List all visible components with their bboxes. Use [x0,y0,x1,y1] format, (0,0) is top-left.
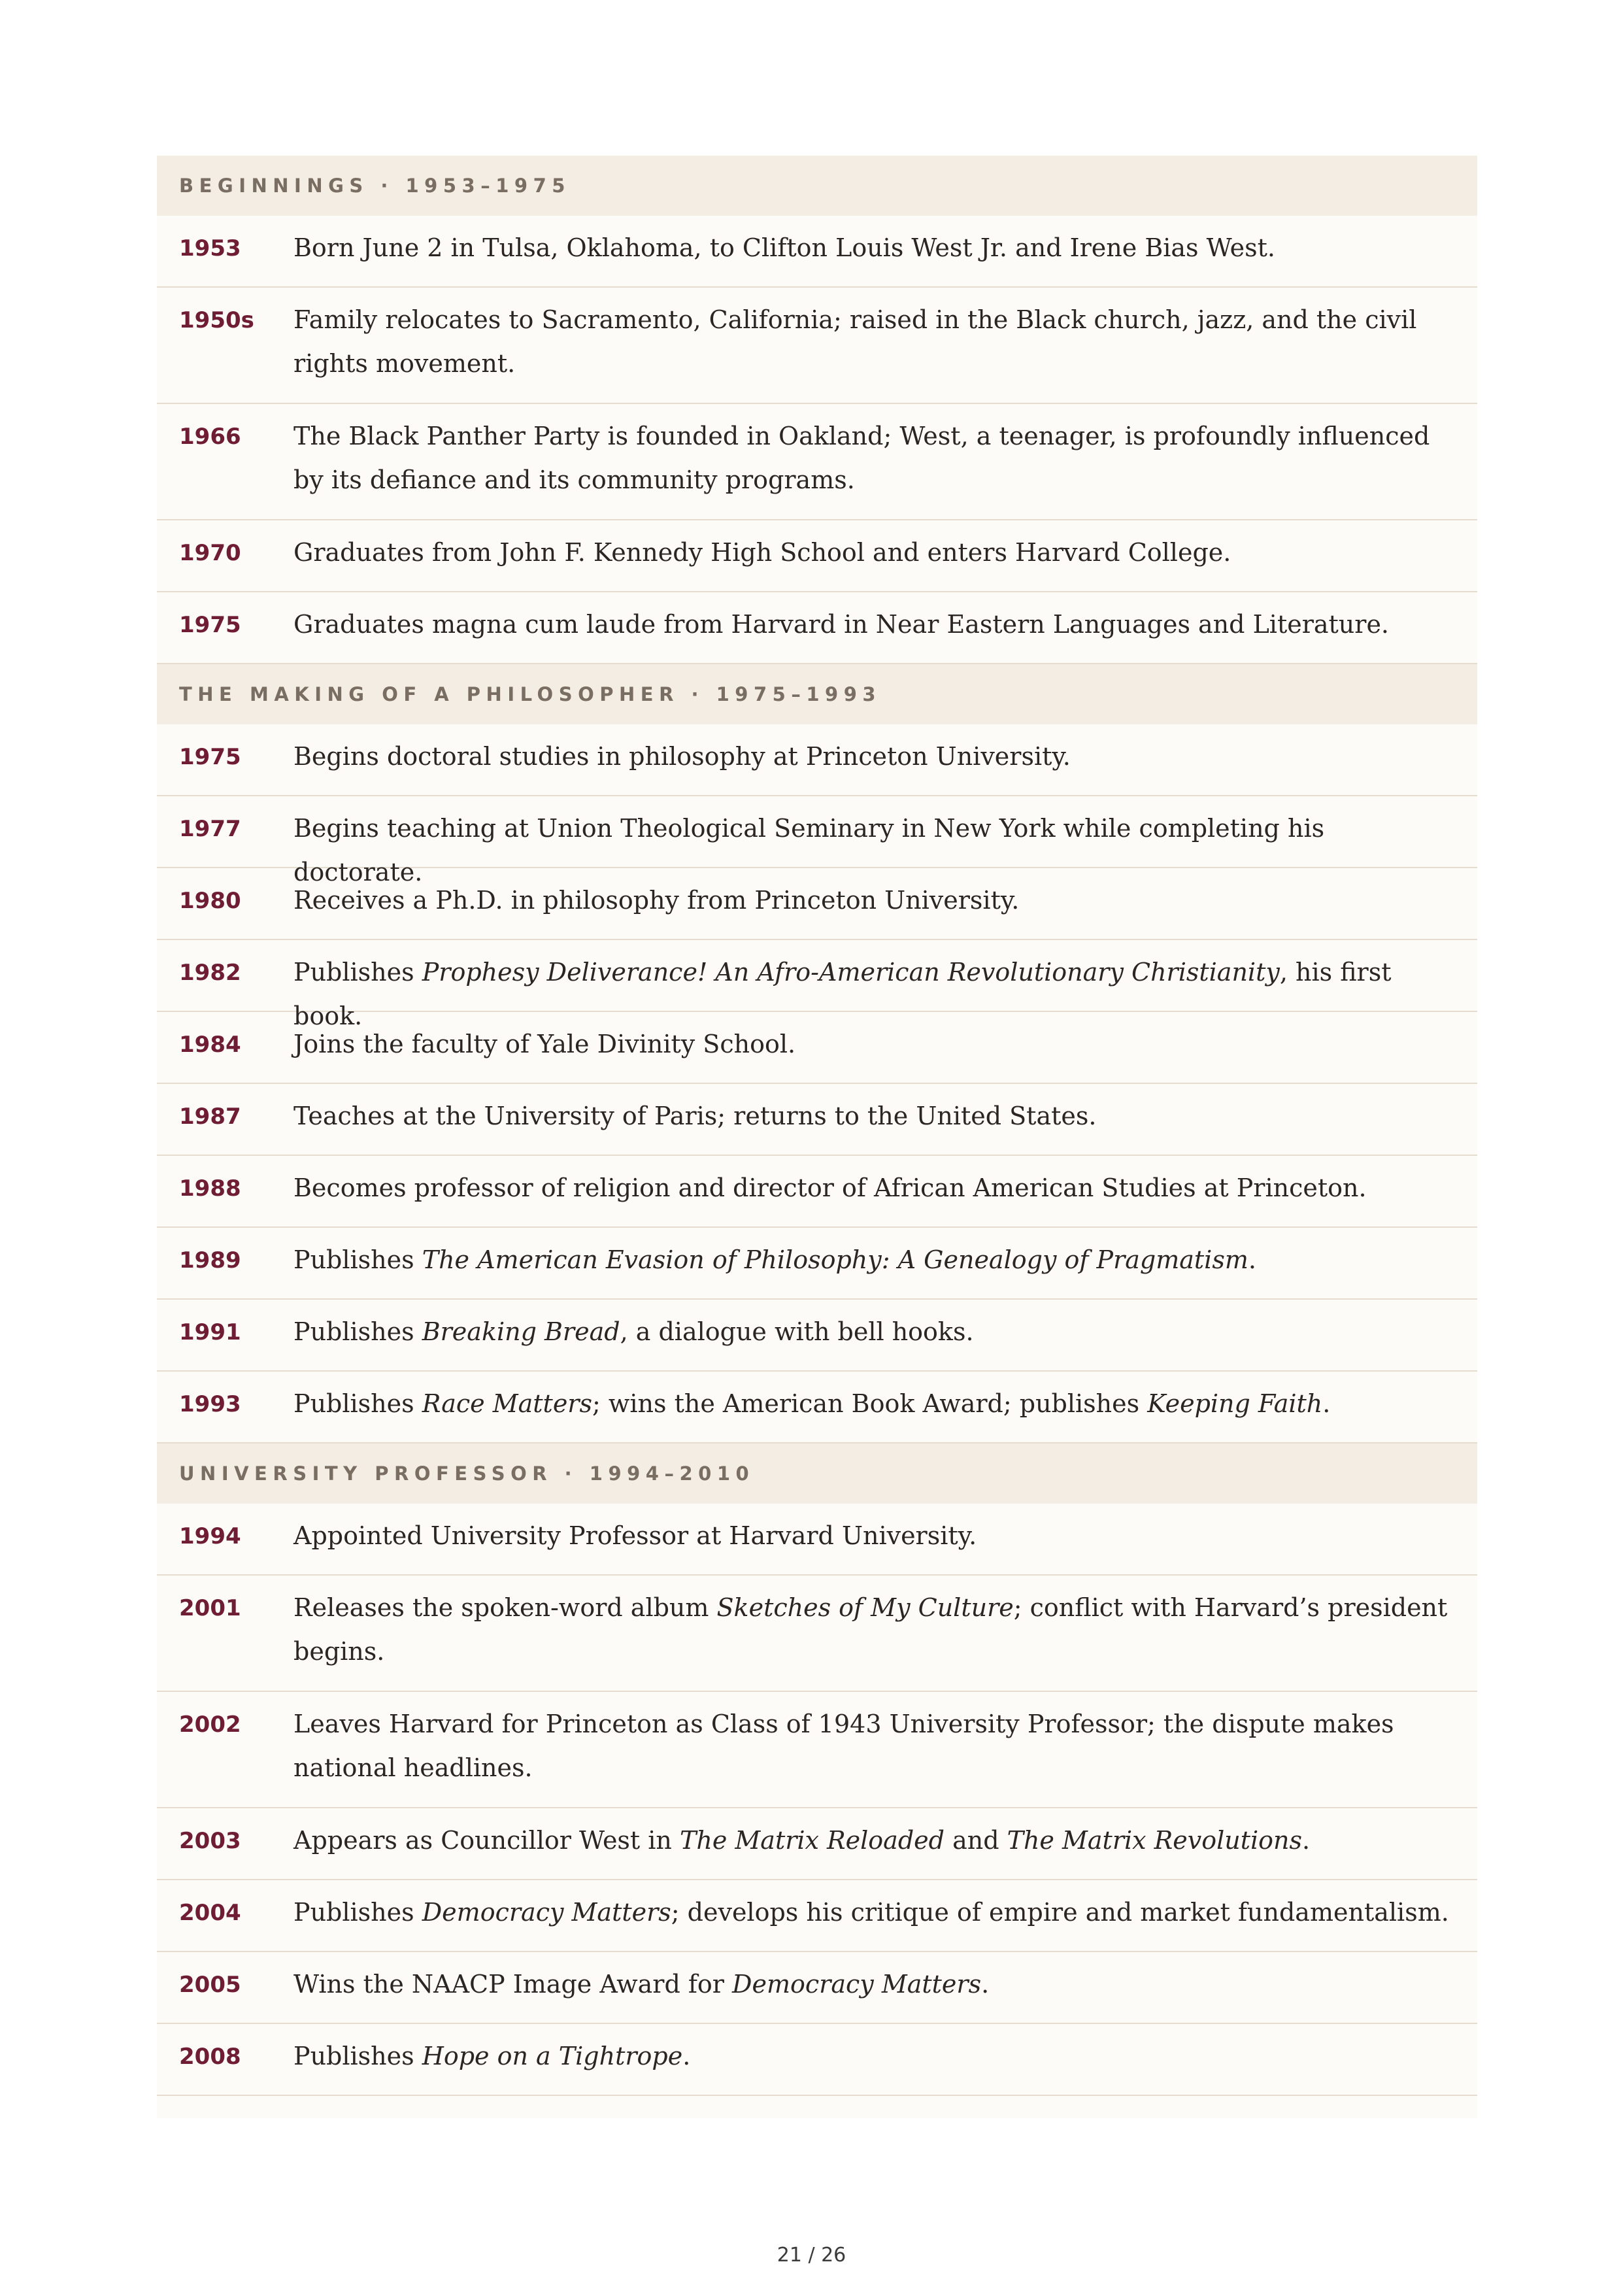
year-label: 2003 [179,1828,241,1854]
event-description: Begins teaching at Union Theological Seminary in New York while completing his doctorate. [293,814,1325,886]
work-title: Prophesy Deliverance! An Afro-American Revolutionary Christianity [422,958,1280,987]
work-title: Democracy Matters [732,1970,982,1999]
text-fragment: Publishes [293,958,422,987]
timeline-row [157,1808,1477,1880]
section-header: UNIVERSITY PROFESSOR · 1994–2010 [157,1443,1477,1504]
year-label: 1994 [179,1523,241,1549]
text-fragment: ; conflict with Harvard’s president begins. [293,1593,1448,1666]
event-description: Teaches at the University of Paris; returns to the United States. [293,1102,1097,1130]
text-fragment: Publishes [293,1389,422,1418]
year-label: 1950s [179,307,254,333]
year-label: 1984 [179,1032,241,1058]
event-description [293,1819,1477,1879]
year-label: 1982 [179,960,241,986]
year-label: 1993 [179,1391,241,1417]
event-description: Becomes professor of religion and director of African American Studies at Princeton. [293,1173,1367,1202]
work-title: Hope on a Tightrope [422,2042,683,2070]
text-fragment: Publishes [293,2042,422,2070]
year-label: 2001 [179,1595,241,1621]
text-fragment: Appears as Councillor West in [293,1826,680,1855]
timeline-row [157,1084,1477,1156]
event-description [293,1586,1477,1691]
timeline-row [157,2024,1477,2096]
text-fragment: Publishes [293,1898,422,1927]
year-label: 1953 [179,235,241,262]
timeline-row [157,1012,1477,1084]
timeline-row [157,216,1477,288]
section-header: THE MAKING OF A PHILOSOPHER · 1975–1993 [157,664,1477,724]
text-fragment: . [981,1970,990,1999]
timeline-row [157,288,1477,404]
year-label: 2005 [179,1972,241,1998]
work-title: The Matrix Revolutions [1007,1826,1303,1855]
text-fragment: , his first book. [293,958,1392,1030]
event-description: Appointed University Professor at Harvard University. [293,1521,977,1550]
event-description: Graduates magna cum laude from Harvard in Near Eastern Languages and Literature. [293,610,1390,639]
text-fragment: Publishes [293,1245,422,1274]
timeline-row [157,868,1477,940]
timeline-row [157,1156,1477,1228]
event-description: Born June 2 in Tulsa, Oklahoma, to Clifton Louis West Jr. and Irene Bias West. [293,233,1275,262]
page-number: 21 / 26 [777,2244,846,2267]
timeline-table [157,156,1477,2118]
year-label: 1989 [179,1247,241,1274]
event-description: Family relocates to Sacramento, California; raised in the Black church, jazz, and the civil rights movement. [293,305,1417,378]
table-bottom-spacer [157,2096,1477,2118]
work-title: Democracy Matters [422,1898,671,1927]
work-title: Keeping Faith [1147,1389,1323,1418]
work-title: Breaking Bread [422,1317,620,1346]
year-label: 1991 [179,1319,241,1345]
timeline-row [157,520,1477,592]
text-fragment: . [1248,1245,1256,1274]
timeline-row [157,796,1477,886]
timeline-row [157,1372,1477,1443]
year-label: 1977 [179,816,241,842]
timeline-row [157,940,1477,1030]
timeline-row [157,1504,1477,1576]
work-title: Sketches of My Culture [716,1593,1014,1622]
event-description [293,1963,1477,2023]
year-label: 1970 [179,540,241,566]
timeline-row [157,1952,1477,2024]
timeline-row [157,1576,1477,1692]
event-description: Leaves Harvard for Princeton as Class of 1943 University Professor; the dispute makes national headlines. [293,1710,1394,1782]
event-description [293,2034,1477,2095]
year-label: 2002 [179,1712,241,1738]
text-fragment: . [1322,1389,1331,1418]
text-fragment: ; wins the American Book Award; publishes [592,1389,1148,1418]
event-description [293,1891,1477,1951]
event-description: Receives a Ph.D. in philosophy from Princeton University. [293,886,1020,915]
work-title: Race Matters [422,1389,592,1418]
text-fragment: Releases the spoken-word album [293,1593,717,1622]
year-label: 1966 [179,424,241,450]
timeline-row [157,724,1477,796]
year-label: 1975 [179,612,241,638]
year-label: 1988 [179,1175,241,1202]
event-description [293,1310,1477,1370]
work-title: The American Evasion of Philosophy: A Genealogy of Pragmatism [422,1245,1248,1274]
timeline-row [157,1228,1477,1300]
text-fragment: . [1302,1826,1311,1855]
timeline-row [157,404,1477,520]
text-fragment: ; develops his critique of empire and market fundamentalism. [671,1898,1449,1927]
timeline-row [157,1692,1477,1808]
timeline-row [157,592,1477,664]
text-fragment: and [944,1826,1007,1855]
year-label: 1980 [179,888,241,914]
year-label: 2004 [179,1900,241,1926]
event-description [293,1238,1477,1298]
timeline-row [157,1880,1477,1952]
work-title: The Matrix Reloaded [680,1826,945,1855]
event-description [293,951,1477,1030]
year-label: 1975 [179,744,241,770]
text-fragment: Publishes [293,1317,422,1346]
event-description [293,1382,1477,1442]
section-header: BEGINNINGS · 1953–1975 [157,156,1477,216]
text-fragment: . [682,2042,691,2070]
event-description: Joins the faculty of Yale Divinity School. [293,1030,796,1058]
timeline-row [157,1300,1477,1372]
year-label: 1987 [179,1104,241,1130]
event-description: Begins doctoral studies in philosophy at Princeton University. [293,742,1071,771]
event-description: Graduates from John F. Kennedy High School and enters Harvard College. [293,538,1231,567]
text-fragment: Wins the NAACP Image Award for [293,1970,733,1999]
text-fragment: , a dialogue with bell hooks. [620,1317,974,1346]
year-label: 2008 [179,2044,241,2070]
event-description: The Black Panther Party is founded in Oakland; West, a teenager, is profoundly influenced by its defiance and its community programs. [293,422,1430,494]
